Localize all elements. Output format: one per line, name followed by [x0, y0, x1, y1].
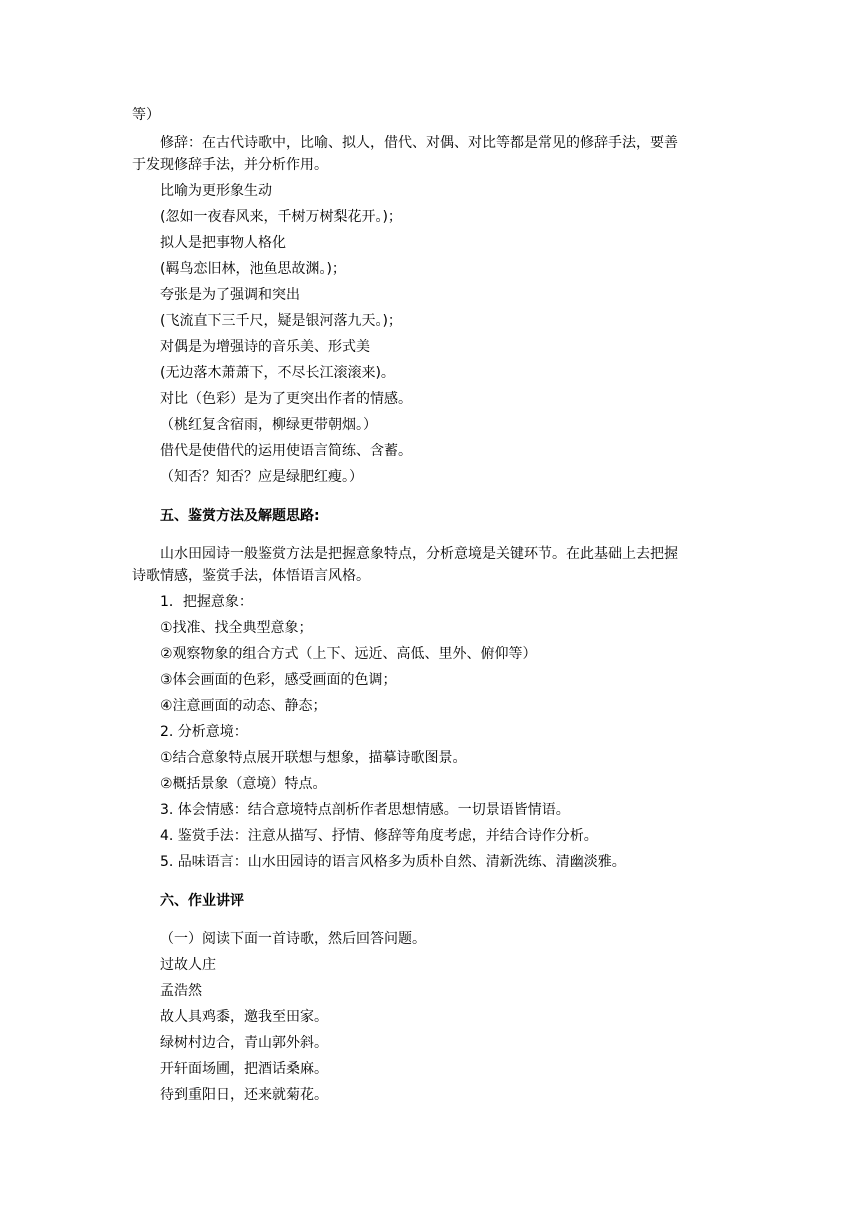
text-line: (忽如一夜春风来，千树万树梨花开。)； — [160, 209, 402, 225]
text-line: 比喻为更形象生动 — [160, 183, 272, 199]
text-line: 2. 分析意境： — [160, 724, 248, 740]
text-line: （一）阅读下面一首诗歌，然后回答问题。 — [160, 931, 426, 947]
poem-line: 待到重阳日，还来就菊花。 — [160, 1087, 328, 1103]
text-line: 1．把握意象： — [160, 594, 253, 610]
text-line: 夸张是为了强调和突出 — [160, 287, 300, 303]
text-line: 5. 品味语言：山水田园诗的语言风格多为质朴自然、清新洗练、清幽淡雅。 — [160, 854, 626, 870]
text-line: 拟人是把事物人格化 — [160, 235, 286, 251]
poem-line: 故人具鸡黍，邀我至田家。 — [160, 1009, 328, 1025]
text-line: 4. 鉴赏手法：注意从描写、抒情、修辞等角度考虑，并结合诗作分析。 — [160, 828, 598, 844]
text-line: 山水田园诗一般鉴赏方法是把握意象特点，分析意境是关键环节。在此基础上去把握 — [160, 546, 678, 562]
text-line: 对比（色彩）是为了更突出作者的情感。 — [160, 391, 412, 407]
poem-line: 开轩面场圃，把酒话桑麻。 — [160, 1061, 328, 1077]
text-line: 修辞：在古代诗歌中，比喻、拟人，借代、对偶、对比等都是常见的修辞手法，要善 — [160, 135, 678, 151]
poem-author: 孟浩然 — [160, 983, 202, 999]
text-line: 对偶是为增强诗的音乐美、形式美 — [160, 339, 370, 355]
text-line: (飞流直下三千尺，疑是银河落九天。)； — [160, 313, 402, 329]
text-line: ③体会画面的色彩，感受画面的色调； — [160, 672, 397, 688]
text-line: ④注意画面的动态、静态； — [160, 698, 327, 714]
text-line: 诗歌情感，鉴赏手法，体悟语言风格。 — [132, 568, 370, 584]
text-line: 借代是使借代的运用使语言简练、含蓄。 — [160, 443, 412, 459]
section-heading: 六、作业讲评 — [160, 893, 244, 909]
text-line: ②概括景象（意境）特点。 — [160, 776, 327, 792]
text-line: (羁鸟恋旧林，池鱼思故渊。)； — [160, 261, 346, 277]
text-line: 等） — [132, 107, 160, 123]
poem-line: 绿树村边合，青山郭外斜。 — [160, 1035, 328, 1051]
text-line: （桃红复含宿雨，柳绿更带朝烟。） — [160, 417, 377, 433]
text-line: ②观察物象的组合方式（上下、远近、高低、里外、俯仰等） — [160, 646, 537, 662]
text-line: ①结合意象特点展开联想与想象，描摹诗歌图景。 — [160, 750, 467, 766]
text-line: ①找准、找全典型意象； — [160, 620, 313, 636]
section-heading: 五、鉴赏方法及解题思路: — [160, 508, 320, 524]
text-line: 于发现修辞手法，并分析作用。 — [132, 157, 328, 173]
text-line: 3. 体会情感：结合意境特点剖析作者思想情感。一切景语皆情语。 — [160, 802, 570, 818]
text-line: （知否？知否？应是绿肥红瘦。） — [160, 469, 363, 485]
poem-title: 过故人庄 — [160, 957, 216, 973]
text-line: (无边落木萧萧下，不尽长江滚滚来)。 — [160, 365, 395, 381]
